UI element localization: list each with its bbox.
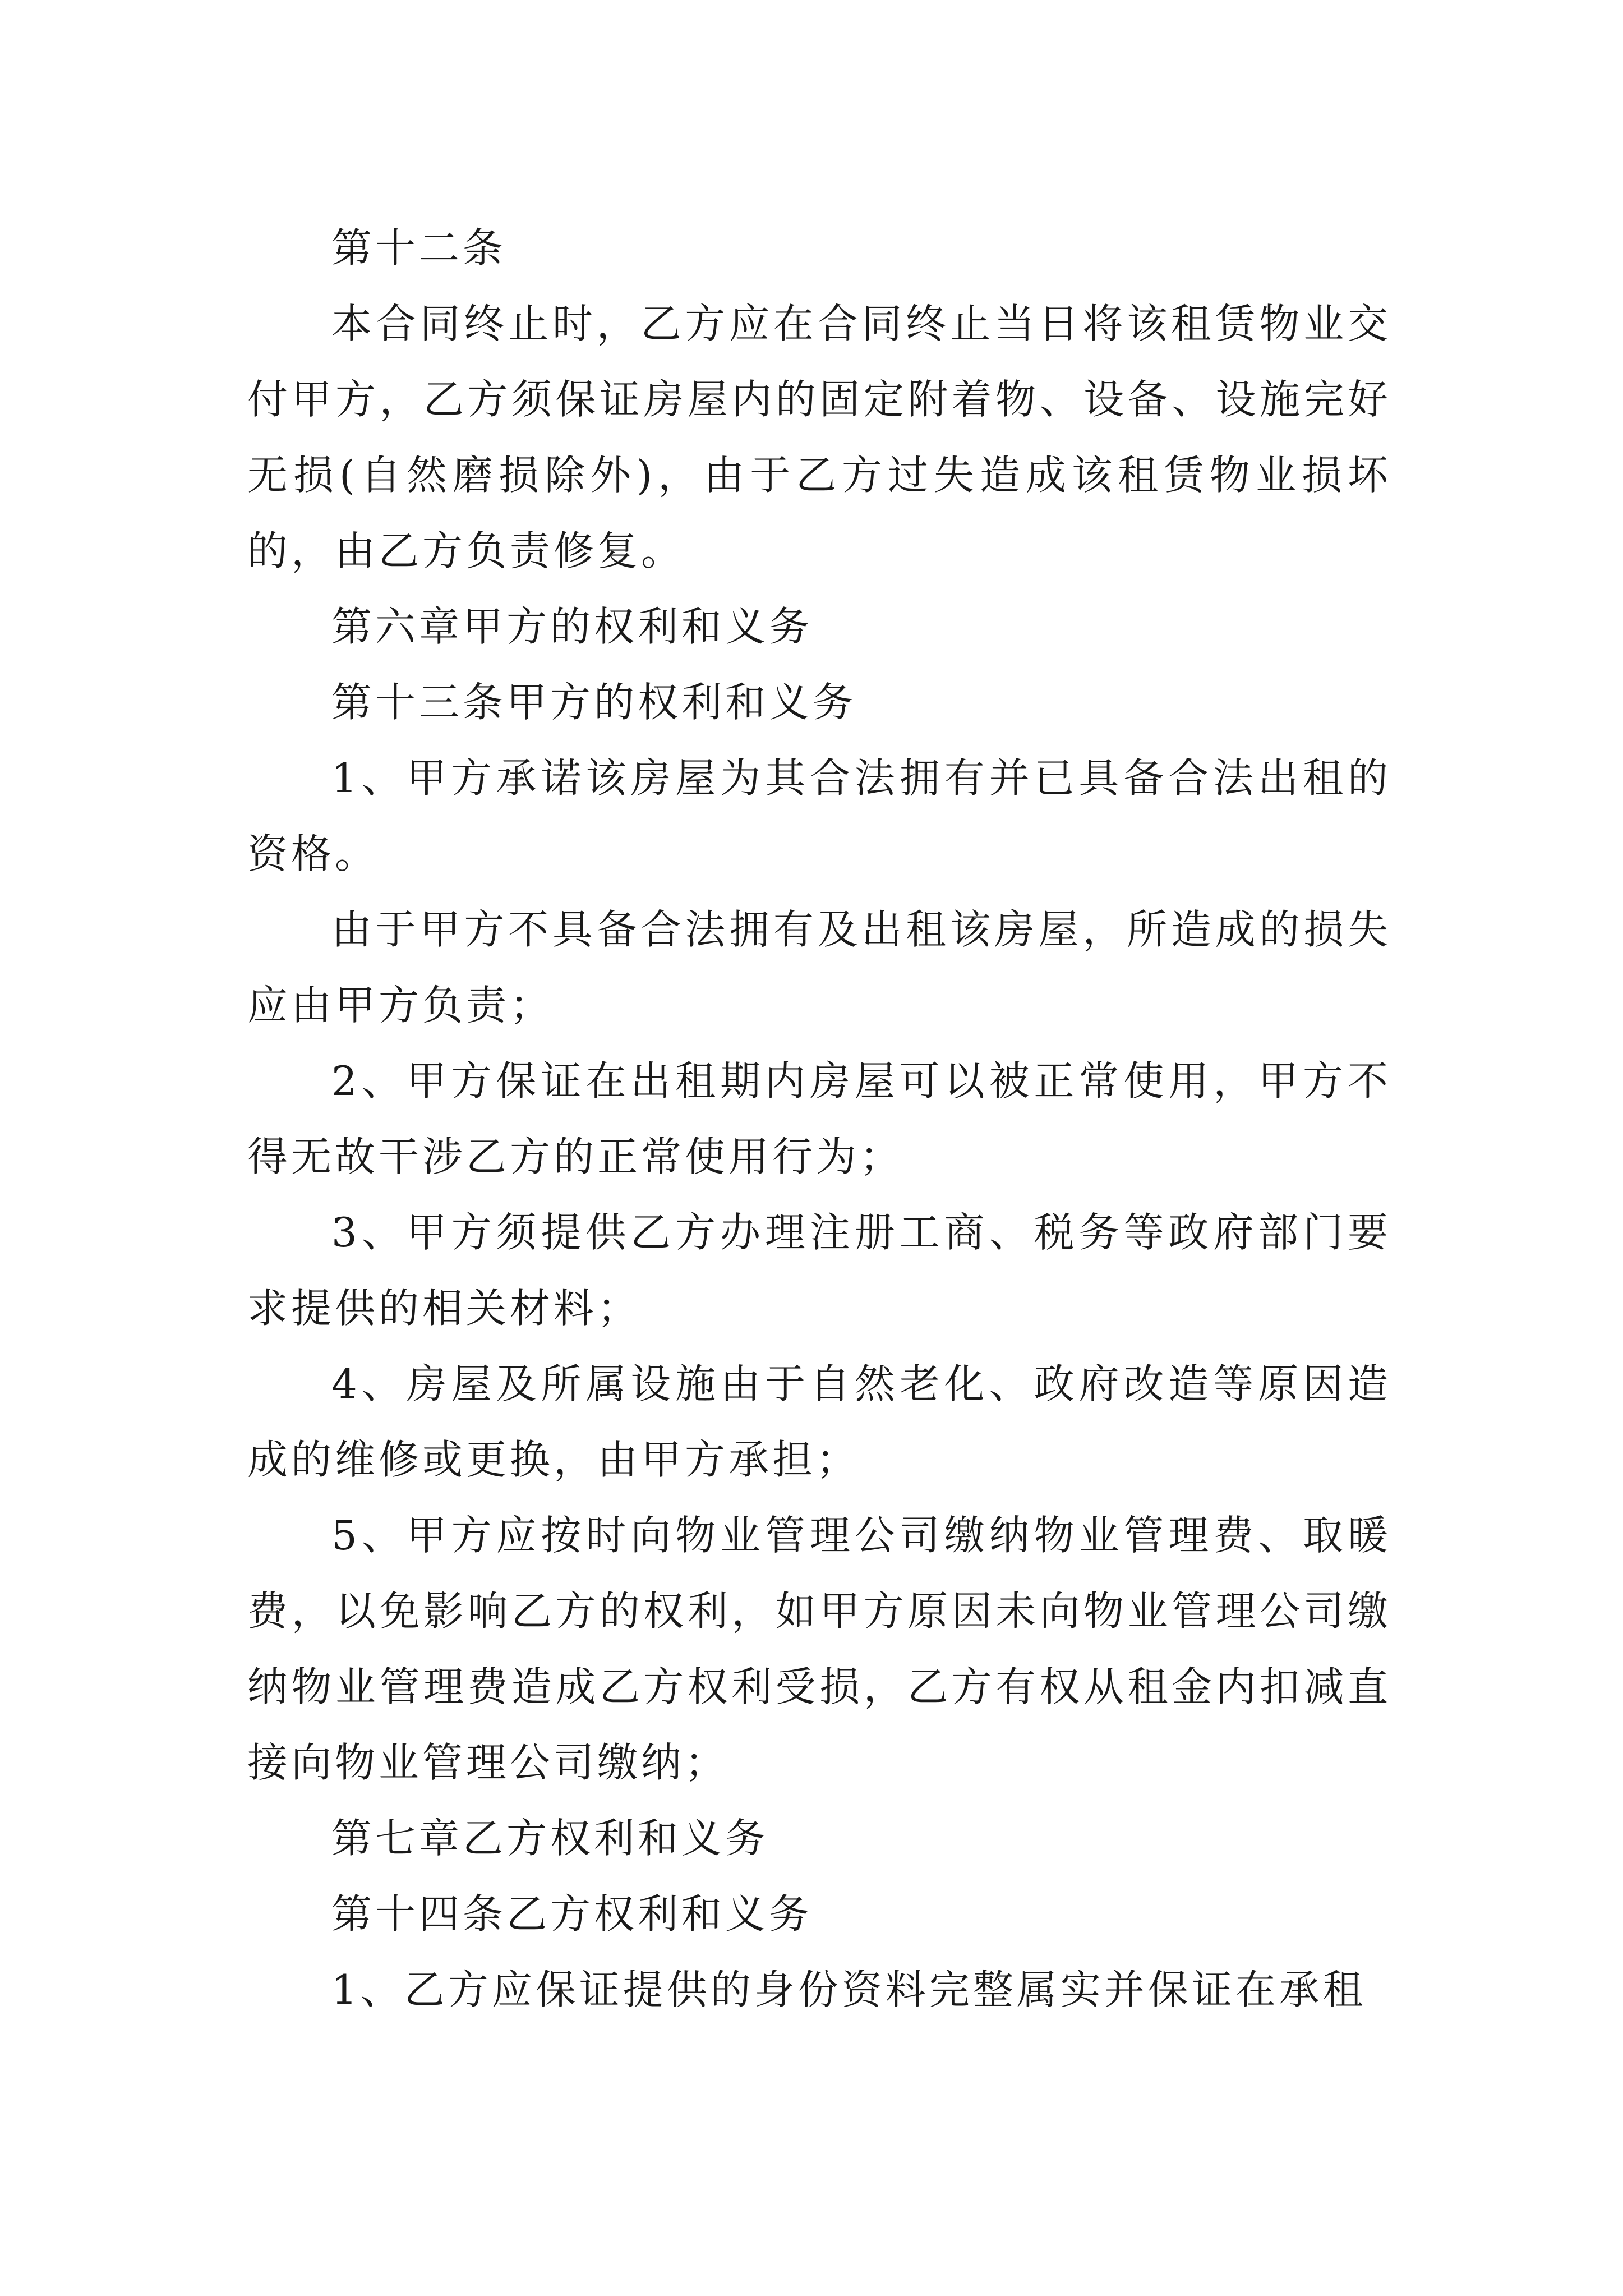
article-13-heading: 第十三条甲方的权利和义务	[331, 679, 857, 726]
chapter-7-heading: 第七章乙方权利和义务	[331, 1815, 769, 1862]
article-13-item-1-note: 由于甲方不具备合法拥有及出租该房屋，所造成的损失应由甲方负责；	[247, 906, 1391, 1029]
article-13-item-5: 5、甲方应按时向物业管理公司缴纳物业管理费、取暖费，以免影响乙方的权利，如甲方原因未向物业管理公司缴纳物业管理费造成乙方权利受损，乙方有权从租金内扣减直接向物业管理公司缴纳；	[247, 1512, 1391, 1786]
article-14-item-1: 1、乙方应保证提供的身份资料完整属实并保证在承租	[331, 1966, 1367, 2013]
article-13-item-3: 3、甲方须提供乙方办理注册工商、税务等政府部门要求提供的相关材料；	[247, 1209, 1391, 1332]
chapter-6-heading: 第六章甲方的权利和义务	[331, 603, 813, 650]
article-13-item-4: 4、房屋及所属设施由于自然老化、政府改造等原因造成的维修或更换，由甲方承担；	[247, 1360, 1391, 1483]
document-body	[247, 210, 1391, 2028]
article-14-heading: 第十四条乙方权利和义务	[331, 1890, 813, 1938]
article-12-text: 本合同终止时，乙方应在合同终止当日将该租赁物业交付甲方，乙方须保证房屋内的固定附着物、设备、设施完好无损(自然磨损除外)，由于乙方过失造成该租赁物业损坏的，由乙方负责修复。	[247, 300, 1391, 574]
article-12-heading: 第十二条	[331, 224, 507, 272]
article-13-item-2: 2、甲方保证在出租期内房屋可以被正常使用，甲方不得无故干涉乙方的正常使用行为；	[247, 1057, 1391, 1180]
article-13-item-1: 1、甲方承诺该房屋为其合法拥有并已具备合法出租的资格。	[247, 754, 1391, 877]
